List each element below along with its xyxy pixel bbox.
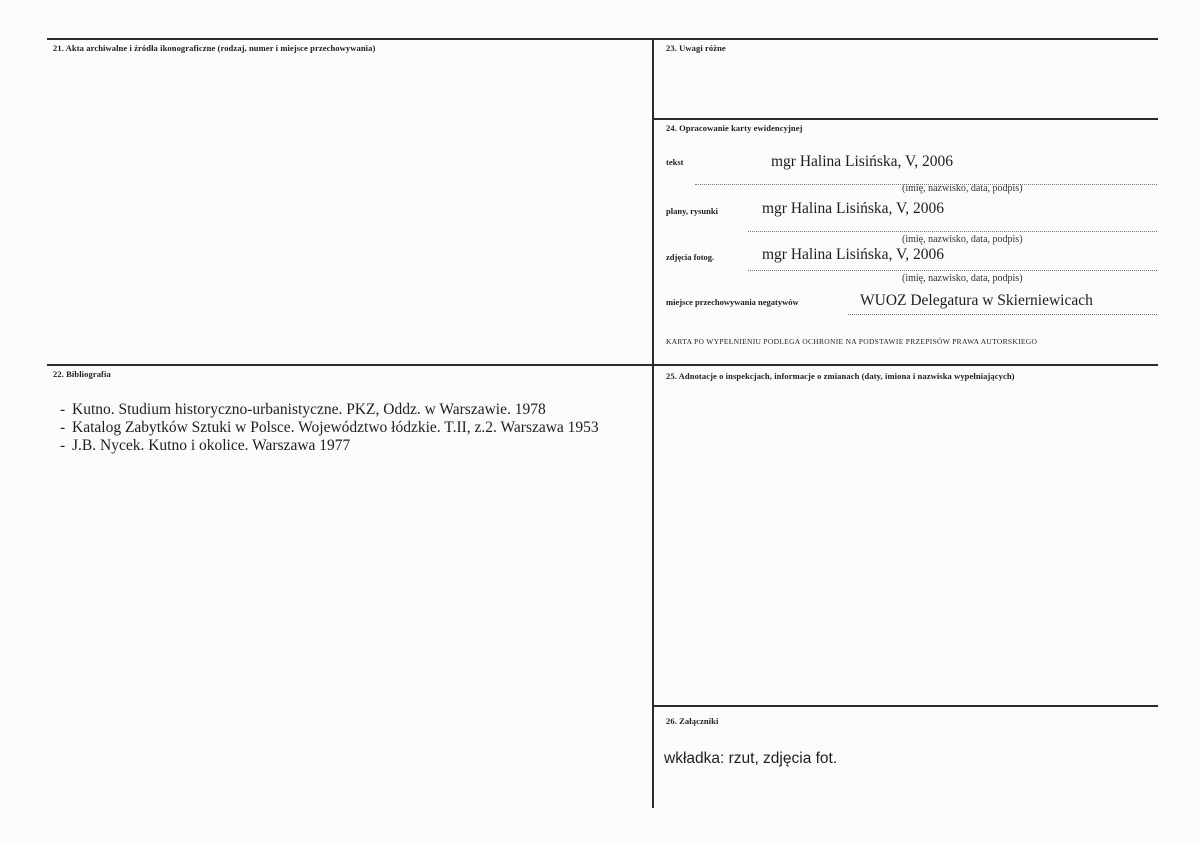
bibliography-item	[60, 419, 640, 437]
plans-value: mgr Halina Lisińska, V, 2006	[762, 200, 944, 217]
section-23-header: 23. Uwagi różne	[666, 43, 726, 53]
section-24-header: 24. Opracowanie karty ewidencyjnej	[666, 123, 803, 133]
bibliography-dash: -	[60, 437, 66, 454]
bibliography-dash: -	[60, 401, 66, 418]
center-divider	[652, 38, 654, 808]
negatives-label: miejsce przechowywania negatywów	[666, 297, 799, 307]
text-author-value: mgr Halina Lisińska, V, 2006	[771, 153, 953, 170]
bibliography-item	[60, 437, 640, 455]
photos-underline	[748, 270, 1157, 271]
plans-label: plany, rysunki	[666, 206, 718, 216]
plans-hint: (imię, nazwisko, data, podpis)	[902, 234, 1023, 245]
section-21-header: 21. Akta archiwalne i źródła ikonograficzne (rodzaj, numer i miejsce przechowywania)	[53, 43, 376, 53]
top-rule	[47, 38, 1158, 40]
photos-label: zdjęcia fotog.	[666, 252, 715, 262]
bibliography-dash: -	[60, 419, 66, 436]
bibliography-item	[60, 401, 640, 419]
attachments-text: wkładka: rzut, zdjęcia fot.	[664, 750, 838, 767]
rule-above-26	[654, 705, 1158, 707]
text-author-label: tekst	[666, 157, 684, 167]
section-25-header: 25. Adnotacje o inspekcjach, informacje o zmianach (daty, imiona i nazwiska wypełniających)	[666, 371, 1015, 381]
bibliography-list	[60, 401, 640, 455]
photos-hint: (imię, nazwisko, data, podpis)	[902, 273, 1023, 284]
copyright-notice: KARTA PO WYPEŁNIENIU PODLEGA OCHRONIE NA PODSTAWIE PRZEPISÓW PRAWA AUTORSKIEGO	[666, 337, 1038, 346]
bibliography-text: Katalog Zabytków Sztuki w Polsce. Województwo łódzkie. T.II, z.2. Warszawa 1953	[72, 419, 599, 436]
negatives-value: WUOZ Delegatura w Skierniewicach	[860, 292, 1093, 309]
bibliography-text: J.B. Nycek. Kutno i okolice. Warszawa 1977	[72, 437, 351, 454]
section-22-header: 22. Bibliografia	[53, 369, 111, 379]
plans-underline	[748, 231, 1157, 232]
rule-above-24	[654, 118, 1158, 120]
negatives-underline	[848, 314, 1157, 315]
bibliography-text: Kutno. Studium historyczno-urbanistyczne. PKZ, Oddz. w Warszawie. 1978	[72, 401, 546, 418]
text-author-hint: (imię, nazwisko, data, podpis)	[902, 183, 1023, 194]
middle-rule	[47, 364, 1158, 366]
photos-value: mgr Halina Lisińska, V, 2006	[762, 246, 944, 263]
section-26-header: 26. Załączniki	[666, 716, 719, 726]
